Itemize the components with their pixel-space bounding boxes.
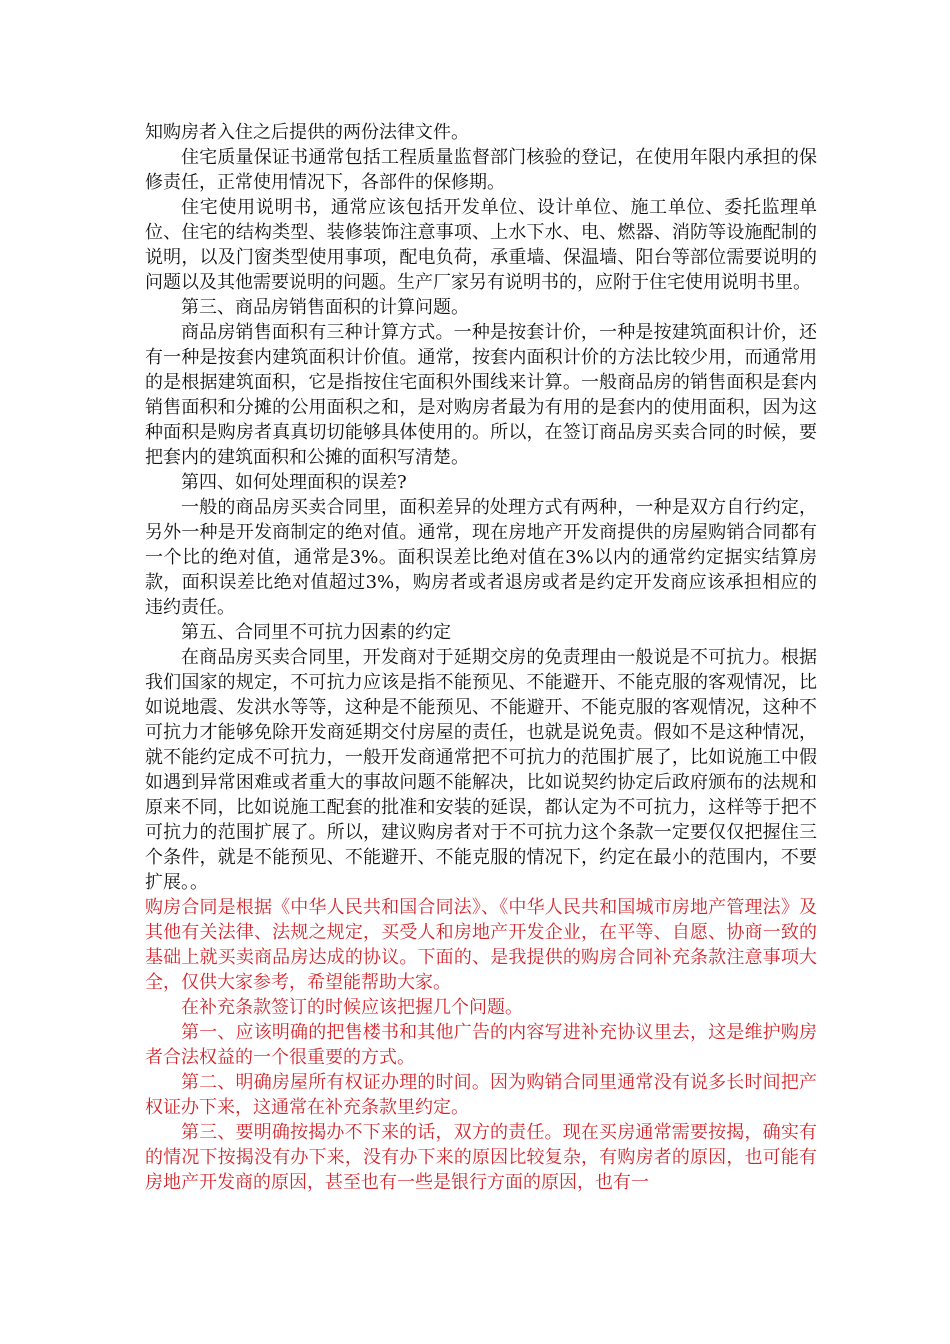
paragraph-area-error: 一般的商品房买卖合同里，面积差异的处理方式有两种，一种是双方自行约定，另外一种是开发商制定的绝对值。通常，现在房地产开发商提供的房屋购销合同都有一个比的绝对值，通常是3%。面积误差比绝对值在3%以内的通常约定据实结算房款，面积误差比绝对值超过3%，购房者或者退房或者是约定开发商应该承担相应的违约责任。 [145, 497, 817, 618]
paragraph-quality-guarantee: 住宅质量保证书通常包括工程质量监督部门核验的登记，在使用年限内承担的保修责任，正常使用情况下，各部件的保修期。 [145, 147, 817, 193]
paragraph-force-majeure: 在商品房买卖合同里，开发商对于延期交房的免责理由一般说是不可抗力。根据我们国家的规定，不可抗力应该是指不能预见、不能避开、不能克服的客观情况，比如说地震、发洪水等等，这种是不能预见、不能避开、不能克服的客观情况，这种不可抗力才能够免除开发商延期交付房屋的责任，也就是说免责。假如不是这种情况，就不能约定成不可抗力，一般开发商通常把不可抗力的范围扩展了，比如说施工中假如遇到异常困难或者重大的事故问题不能解决，比如说契约协定后政府颁布的法规和原来不同，比如说施工配套的批准和安装的延误，都认定为不可抗力，这样等于把不可抗力的范围扩展了。所以，建议购房者对于不可抗力这个条款一定要仅仅把握住三个条件，就是不能预见、不能避开、不能克服的情况下，约定在最小的范围内，不要扩展。。 [145, 647, 817, 893]
paragraph-supplement-third: 第三、要明确按揭办不下来的话，双方的责任。现在买房通常需要按揭，确实有的情况下按揭没有办下来，没有办下来的原因比较复杂，有购房者的原因，也可能有房地产开发商的原因，甚至也有一些是银行方面的原因，也有一 [145, 1122, 817, 1193]
paragraph-contract-intro: 购房合同是根据《中华人民共和国合同法》、《中华人民共和国城市房地产管理法》及其他有关法律、法规之规定，买受人和房地产开发企业，在平等、自愿、协商一致的基础上就买卖商品房达成的协议。下面的、是我提供的购房合同补充条款注意事项大全，仅供大家参考，希望能帮助大家。 [145, 897, 817, 993]
document-page [145, 120, 817, 1195]
paragraph-supplement-second: 第二、明确房屋所有权证办理的时间。因为购销合同里通常没有说多长时间把产权证办下来，这通常在补充条款里约定。 [145, 1072, 817, 1118]
heading-sales-area: 第三、商品房销售面积的计算问题。 [181, 297, 469, 318]
paragraph-supplement-first: 第一、应该明确的把售楼书和其他广告的内容写进补充协议里去，这是维护购房者合法权益的一个很重要的方式。 [145, 1022, 817, 1068]
heading-area-error: 第四、如何处理面积的误差? [181, 472, 407, 493]
paragraph-intro-continuation: 知购房者入住之后提供的两份法律文件。 [145, 122, 469, 143]
paragraph-usage-manual: 住宅使用说明书，通常应该包括开发单位、设计单位、施工单位、委托监理单位、住宅的结构类型、装修装饰注意事项、上水下水、电、燃器、消防等设施配制的说明，以及门窗类型使用事项，配电负荷，承重墙、保温墙、阳台等部位需要说明的问题以及其他需要说明的问题。生产厂家另有说明书的，应附于住宅使用说明书里。 [145, 197, 817, 293]
paragraph-sales-area: 商品房销售面积有三种计算方式。一种是按套计价，一种是按建筑面积计价，还有一种是按套内建筑面积计价值。通常，按套内面积计价的方法比较少用，而通常用的是根据建筑面积，它是指按住宅面积外围线来计算。一般商品房的销售面积是套内销售面积和分摊的公用面积之和，是对购房者最为有用的是套内的使用面积，因为这种面积是购房者真真切切能够具体使用的。所以，在签订商品房买卖合同的时候，要把套内的建筑面积和公摊的面积写清楚。 [145, 322, 817, 468]
paragraph-supplement-issues: 在补充条款签订的时候应该把握几个问题。 [181, 997, 523, 1018]
heading-force-majeure: 第五、合同里不可抗力因素的约定 [181, 622, 451, 643]
